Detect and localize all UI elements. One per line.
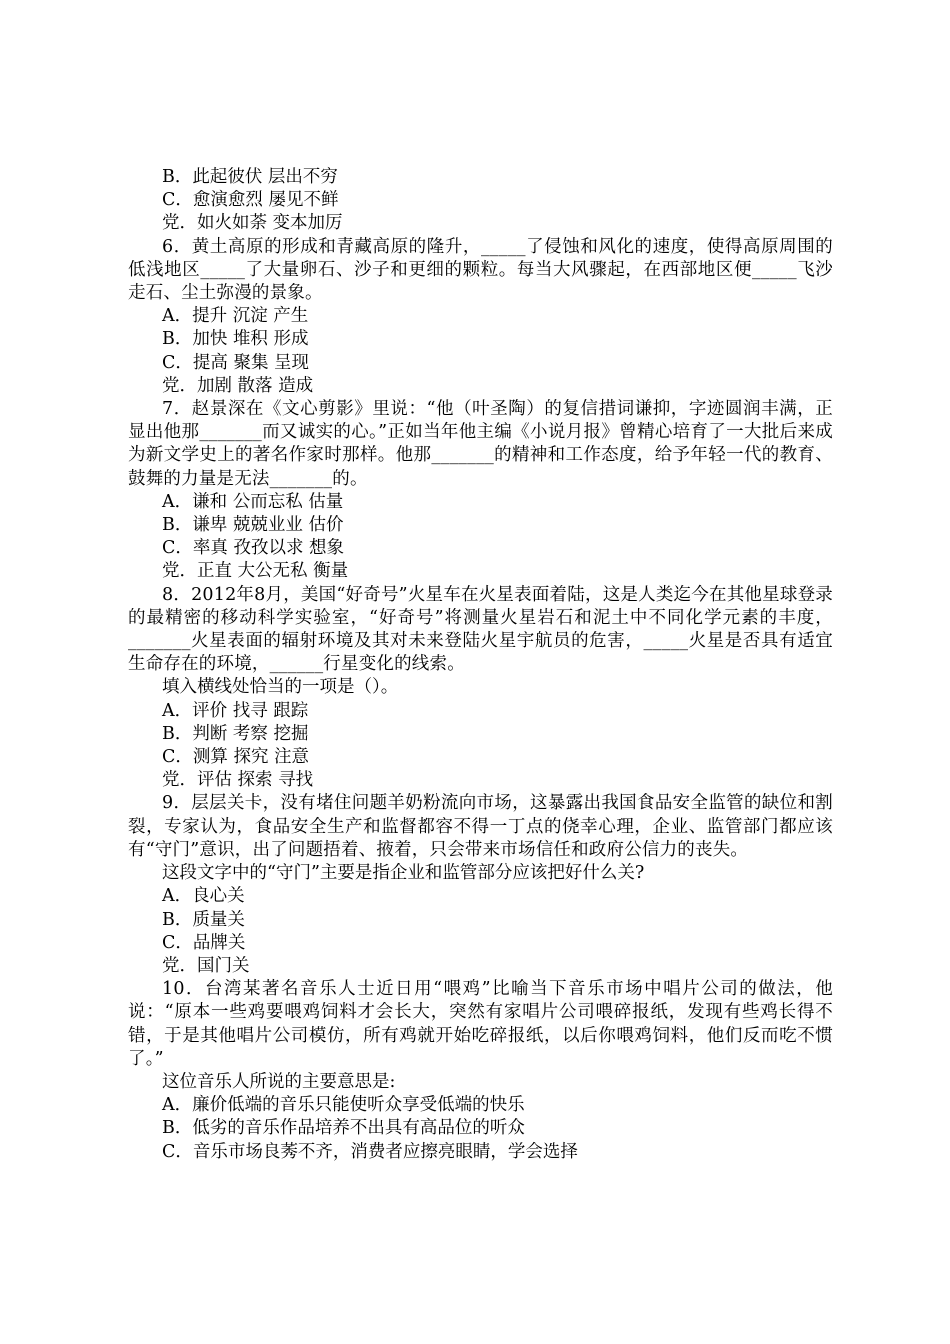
option-line: B．低劣的音乐作品培养不出具有高品位的听众 bbox=[162, 1118, 525, 1139]
question-paragraph: 9．层层关卡，没有堵住问题羊奶粉流向市场，这暴露出我国食品安全监管的缺位和割裂，专家认为，食品安全生产和监督都容不得一丁点的侥幸心理，企业、监管部门都应该有“守门”意识，出了问题捂着、掖着，只会带来市场信任和政府公信力的丧失。 bbox=[128, 793, 833, 860]
option-line: B．判断 考察 挖掘 bbox=[162, 723, 309, 744]
option-line: B．加快 堆积 形成 bbox=[162, 329, 309, 350]
option-line: 党．加剧 散落 造成 bbox=[162, 375, 314, 396]
option-line: A．廉价低端的音乐只能使听众享受低端的快乐 bbox=[162, 1095, 525, 1116]
instruction-line: 这段文字中的“守门”主要是指企业和监管部分应该把好什么关? bbox=[162, 863, 645, 884]
instruction-line: 填入横线处恰当的一项是（）。 bbox=[162, 677, 399, 698]
question-paragraph: 6．黄土高原的形成和青藏高原的隆升，_____了侵蚀和风化的速度，使得高原周围的低浅地区_____了大量卵石、沙子和更细的颗粒。每当大风骤起，在西部地区便_____飞沙走石、尘土弥漫的景象。 bbox=[128, 236, 833, 304]
option-line: 党．如火如荼 变本加厉 bbox=[162, 213, 343, 234]
instruction-line: 这位音乐人所说的主要意思是: bbox=[162, 1071, 396, 1092]
option-line: C．愈演愈烈 屡见不鲜 bbox=[162, 190, 339, 211]
option-line: A．良心关 bbox=[162, 886, 245, 907]
option-line: B．谦卑 兢兢业业 估价 bbox=[162, 515, 344, 536]
option-line: B．此起彼伏 层出不穷 bbox=[162, 167, 338, 187]
question-paragraph: 10．台湾某著名音乐人士近日用“喂鸡”比喻当下音乐市场中唱片公司的做法，他说：“原本一些鸡要喂鸡饲料才会长大，突然有家唱片公司喂碎报纸，发现有些鸡长得不错，于是其他唱片公司模仿，所有鸡就开始吃碎报纸，以后你喂鸡饲料，他们反而吃不惯了。” bbox=[128, 979, 833, 1069]
option-line: C．品牌关 bbox=[162, 932, 246, 953]
option-line: A．谦和 公而忘私 估量 bbox=[162, 491, 344, 512]
option-line: 党．评估 探索 寻找 bbox=[162, 770, 314, 791]
option-line: C．提高 聚集 呈现 bbox=[162, 352, 310, 373]
option-line: C．率真 孜孜以求 想象 bbox=[162, 538, 345, 559]
option-line: C．音乐市场良莠不齐，消费者应擦亮眼睛，学会选择 bbox=[162, 1141, 578, 1162]
option-line: A．评价 找寻 跟踪 bbox=[162, 700, 309, 721]
option-line: 党．国门关 bbox=[162, 955, 250, 976]
option-line: 党．正直 大公无私 衡量 bbox=[162, 561, 349, 582]
option-line: A．提升 沉淀 产生 bbox=[162, 306, 309, 327]
option-line: B．质量关 bbox=[162, 909, 245, 930]
question-paragraph: 7．赵景深在《文心剪影》里说：“他（叶圣陶）的复信措词谦抑，字迹圆润丰满，正显出他那_______而又诚实的心。”正如当年他主编《小说月报》曾精心培育了一大批后来成为新文学史上的著名作家时那样。他那_______的精神和工作态度，给予年轻一代的教育、鼓舞的力量是无法_______的。 bbox=[128, 399, 833, 489]
option-line: C．测算 探究 注意 bbox=[162, 747, 310, 768]
question-paragraph: 8．2012年8月，美国“好奇号”火星车在火星表面着陆，这是人类迄今在其他星球登录的最精密的移动科学实验室，“好奇号”将测量火星岩石和泥土中不同化学元素的丰度，_______火星表面的辐射环境及其对未来登陆火星宇航员的危害，_____火星是否具有适宜生命存在的环境，______行星变化的线索。 bbox=[128, 584, 833, 675]
document-page bbox=[128, 166, 833, 1164]
